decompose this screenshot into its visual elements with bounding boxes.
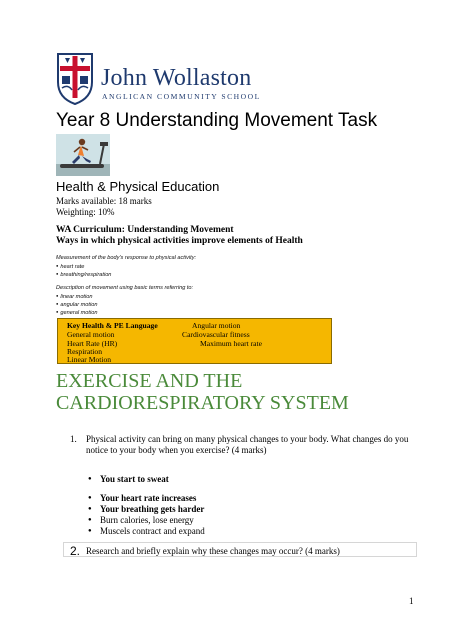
question-text: Research and briefly explain why these changes may occur? (4 marks) — [86, 546, 340, 556]
language-term: Cardiovascular fitness — [182, 330, 250, 339]
section-heading: EXERCISE AND THE CARDIORESPIRATORY SYSTEM — [56, 370, 349, 414]
curriculum-subheading: Ways in which physical activities improve elements of Health — [56, 236, 303, 246]
list-item: ● linear motion — [56, 293, 92, 300]
school-subtitle: ANGLICAN COMMUNITY SCHOOL — [102, 92, 261, 101]
key-language-heading: Key Health & PE Language — [67, 321, 158, 330]
list-item: ● heart rate — [56, 263, 84, 270]
language-term: Respiration — [67, 347, 103, 356]
key-language-box — [57, 318, 332, 364]
list-item: ● angular motion — [56, 301, 97, 308]
marks-available: Marks available: 18 marks — [56, 196, 152, 206]
bullet-icon: ● — [88, 517, 92, 523]
answer-item: Muscels contract and expand — [100, 526, 205, 536]
page-title: Year 8 Understanding Movement Task — [56, 110, 378, 131]
description-heading: Description of movement using basic terms referring to: — [56, 285, 194, 291]
list-item: ● breathing/respiration — [56, 271, 111, 278]
school-name: John Wollaston — [101, 65, 252, 91]
question-number: 1. — [70, 434, 77, 444]
bullet-icon: ● — [88, 495, 92, 501]
subject-title: Health & Physical Education — [56, 179, 220, 194]
weighting: Weighting: 10% — [56, 207, 115, 217]
runner-on-treadmill-illustration — [56, 134, 110, 176]
question-number: 2. — [70, 544, 81, 558]
answer-item: Your breathing gets harder — [100, 504, 205, 514]
page-number: 1 — [409, 596, 414, 606]
bullet-icon: ● — [88, 476, 92, 482]
school-crest-logo — [56, 52, 94, 106]
answer-item: You start to sweat — [100, 474, 169, 484]
language-term: Maximum heart rate — [200, 339, 262, 348]
language-term: Linear Motion — [67, 355, 112, 364]
answer-item: Your heart rate increases — [100, 493, 197, 503]
language-term: Angular motion — [192, 321, 241, 330]
question-text: Physical activity can bring on many physical changes to your body. What changes do you notice to your body when you exercise? (4 marks) — [86, 434, 409, 455]
measurement-heading: Measurement of the body's response to physical activity: — [56, 255, 197, 261]
bullet-icon: ● — [88, 528, 92, 534]
language-term: General motion — [67, 330, 115, 339]
bullet-icon: ● — [88, 506, 92, 512]
answer-item: Burn calories, lose energy — [100, 515, 194, 525]
list-item: ● general motion — [56, 309, 97, 316]
curriculum-heading: WA Curriculum: Understanding Movement — [56, 225, 234, 235]
language-term: Heart Rate (HR) — [67, 339, 118, 348]
